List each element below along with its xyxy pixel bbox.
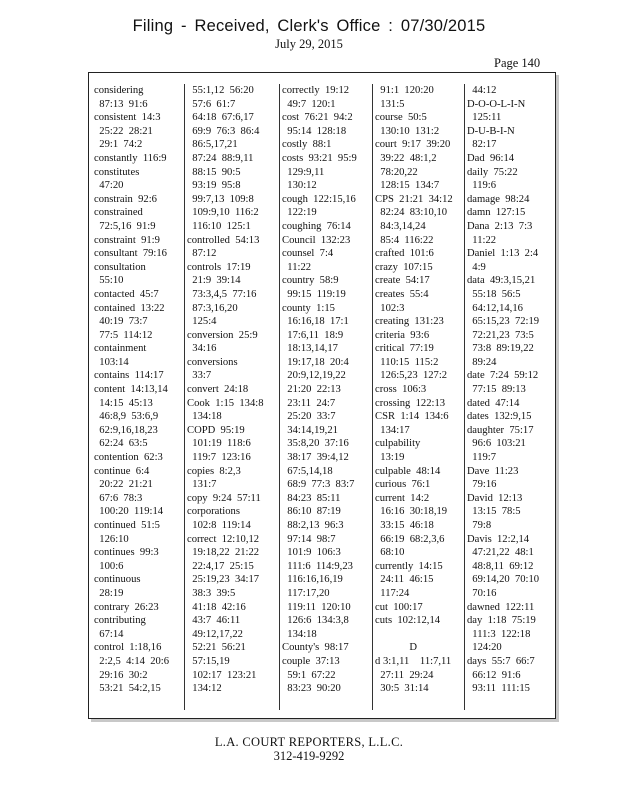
index-entry-line: 28:19 [94,587,124,599]
index-entry-line: 88:15 90:5 [187,166,241,178]
column-divider [279,84,280,710]
index-entry-line: damage 98:24 [467,193,530,205]
index-entry-line: 95:14 128:18 [282,125,347,137]
index-entry-line: day 1:18 75:19 [467,615,536,627]
index-entry-line: 21:9 39:14 [187,275,241,287]
index-entry-line: 126:5,23 127:2 [375,370,448,382]
index-entry-line: 27:11 29:24 [375,669,434,681]
index-entry-line: 72:5,16 91:9 [94,220,156,232]
index-entry-line: contributing [94,615,146,627]
index-entry-line: dawned 122:11 [467,601,535,613]
index-entry-line: 86:5,17,21 [187,139,238,151]
index-entry-line: 67:14 [94,628,124,640]
index-entry-line: cut 100:17 [375,601,423,613]
index-entry-line: consultant 79:16 [94,248,167,260]
index-entry-line: 87:13 91:6 [94,98,148,110]
index-entry-line: 49:7 120:1 [282,98,336,110]
index-entry-line: 111:3 122:18 [467,628,531,640]
index-entry-line: 38:3 39:5 [187,587,236,599]
index-entry-line: 77:5 114:12 [94,329,153,341]
index-entry-line: cost 76:21 94:2 [282,112,353,124]
index-entry-line: 43:7 46:11 [187,615,241,627]
index-entry-line: 34:16 [187,343,217,355]
page-number: Page 140 [494,56,541,70]
index-entry-line: 130:12 [282,180,317,192]
index-entry-line: 102:3 [375,302,405,314]
index-entry-line: 124:20 [467,642,502,654]
index-entry-line: 88:2,13 96:3 [282,520,344,531]
index-entry-line: 78:20,22 [375,166,418,178]
index-entry-line: 25:19,23 34:17 [187,574,260,586]
index-entry-line: 11:22 [282,261,312,273]
index-entry-line: cough 122:15,16 [282,193,356,205]
index-entry-line: daily 75:22 [467,166,518,178]
index-entry-line: 85:4 116:22 [375,234,434,246]
index-entry-line: 59:1 67:22 [282,669,336,681]
index-entry-line: 99:15 119:19 [282,288,346,300]
index-entry-line: 125:11 [467,112,502,124]
index-column-4 [375,84,465,710]
index-entry-line: current 14:2 [375,492,430,504]
index-entry-line: crazy 107:15 [375,261,433,273]
index-entry-line: 46:8,9 53:6,9 [94,411,159,423]
index-entry-line: 126:6 134:3,8 [282,615,349,627]
index-entry-line: 119:11 120:10 [282,601,351,613]
index-entry-line: 2:2,5 4:14 20:6 [94,655,170,667]
index-entry-line: corporations [187,506,240,518]
index-entry-line: dates 132:9,15 [467,411,532,423]
index-entry-line: contained 13:22 [94,302,165,314]
index-entry-line: 103:14 [94,356,129,368]
index-entry-line: damn 127:15 [467,207,526,219]
index-entry-line: county 1:15 [282,302,335,314]
index-entry-line: convert 24:18 [187,384,249,396]
column-divider [372,84,373,710]
index-entry-line: containment [94,343,147,355]
index-entry-line: considering [94,85,144,96]
index-entry-line: 87:3,16,20 [187,302,238,314]
index-entry-line: copies 8:2,3 [187,465,241,477]
index-entry-line: 4:9 [467,261,486,273]
index-entry-line: currently 14:15 [375,560,443,572]
index-entry-line: crafted 101:6 [375,248,434,260]
index-entry-line: Dad 96:14 [467,152,515,164]
index-entry-line: 64:12,14,16 [467,302,523,314]
index-entry-line: 89:24 [467,356,497,368]
index-entry-line: D [375,642,418,654]
index-entry-line: CSR 1:14 134:6 [375,411,449,423]
index-entry-line: 66:19 68:2,3,6 [375,533,445,545]
index-entry-line: 33:7 [187,370,212,382]
index-entry-line: 119:6 [467,180,497,192]
index-entry-line: Council 132:23 [282,234,351,246]
index-entry-line: 64:18 67:6,17 [187,112,254,124]
index-entry-line: 83:23 90:20 [282,683,341,695]
index-entry-line: 119:7 123:16 [187,452,251,464]
index-column-5 [467,84,557,710]
index-entry-line: 84:23 85:11 [282,492,341,504]
index-entry-line: 116:16,16,19 [282,574,343,586]
index-entry-line: Davis 12:2,14 [467,533,530,545]
index-entry-line: David 12:13 [467,492,523,504]
index-entry-line: coughing 76:14 [282,220,351,232]
index-entry-line: 68:10 [375,547,405,559]
index-entry-line: 93:19 95:8 [187,180,241,192]
filing-stamp-header: Filing - Received, Clerk's Office : 07/30/2015 [132,17,486,35]
index-entry-line: 79:16 [467,479,497,491]
index-entry-line: counsel 7:4 [282,248,334,260]
index-entry-line: 52:21 56:21 [187,642,246,654]
index-entry-line: 53:21 54:2,15 [94,683,161,695]
index-entry-line: conversion 25:9 [187,329,258,341]
index-entry-line: contention 62:3 [94,452,163,464]
index-entry-line: correct 12:10,12 [187,533,260,545]
index-entry-line: contains 114:17 [94,370,164,382]
index-entry-line: 99:7,13 109:8 [187,193,254,205]
index-entry-line: 20:9,12,19,22 [282,370,346,382]
index-entry-line: Cook 1:15 134:8 [187,397,264,409]
index-entry-line: 29:16 30:2 [94,669,148,681]
index-entry-line: cuts 102:12,14 [375,615,441,627]
index-entry-line: daughter 75:17 [467,424,534,436]
index-entry-line: conversions [187,356,238,368]
index-entry-line: 29:1 74:2 [94,139,143,151]
index-entry-line: creates 55:4 [375,288,429,300]
index-entry-line: date 7:24 59:12 [467,370,539,382]
index-entry-line: 21:20 22:13 [282,384,341,396]
index-entry-line: 13:19 [375,452,405,464]
index-entry-line: 55:18 56:5 [467,288,521,300]
index-entry-line: controlled 54:13 [187,234,260,246]
index-entry-line: 25:22 28:21 [94,125,153,137]
index-entry-line: days 55:7 66:7 [467,655,535,667]
index-entry-line: D-U-B-I-N [467,125,515,137]
index-entry-line: 110:15 115:2 [375,356,439,368]
index-entry-line: 134:12 [187,683,222,695]
index-entry-line: crossing 122:13 [375,397,446,409]
index-entry-line: 117:17,20 [282,587,330,599]
index-entry-line: 16:16,18 17:1 [282,316,349,328]
index-entry-line: dated 47:14 [467,397,520,409]
index-entry-line: 33:15 46:18 [375,520,434,531]
index-entry-line: 62:9,16,18,23 [94,424,158,436]
index-entry-line: 100:6 [94,560,124,572]
index-entry-line: 48:8,11 69:12 [467,560,534,572]
index-entry-line: controls 17:19 [187,261,251,273]
index-column-2 [187,84,277,710]
index-entry-line: 129:9,11 [282,166,325,178]
court-reporter-name: L.A. COURT REPORTERS, L.L.C. [214,735,404,749]
index-entry-line: consistent 14:3 [94,112,161,124]
index-entry-line: 70:16 [467,587,497,599]
index-entry-line: 23:11 24:7 [282,397,336,409]
index-entry-line: culpable 48:14 [375,465,441,477]
index-entry-line: 131:5 [375,98,405,110]
index-entry-line: control 1:18,16 [94,642,162,654]
index-entry-line: country 58:9 [282,275,339,287]
index-entry-line: couple 37:13 [282,655,340,667]
transcript-date: July 29, 2015 [275,37,343,51]
index-entry-line: 19:17,18 20:4 [282,356,349,368]
index-entry-line: 69:9 76:3 86:4 [187,125,260,137]
index-entry-line: 116:10 125:1 [187,220,251,232]
index-entry-line: 24:11 46:15 [375,574,434,586]
index-entry-line: 101:9 106:3 [282,547,341,559]
index-entry-line: 14:15 45:13 [94,397,153,409]
index-entry-line: creating 131:23 [375,316,444,328]
index-entry-line: Daniel 1:13 2:4 [467,248,539,260]
index-entry-line: 35:8,20 37:16 [282,438,349,450]
index-entry-line: 82:17 [467,139,497,151]
index-entry-line: 68:9 77:3 83:7 [282,479,355,491]
index-entry-line: 125:4 [187,316,217,328]
index-entry-line: 40:19 73:7 [94,316,148,328]
index-entry-line: 67:5,14,18 [282,465,333,477]
index-entry-line: 19:18,22 21:22 [187,547,260,559]
index-entry-line: copy 9:24 57:11 [187,492,261,504]
index-entry-line: 87:24 88:9,11 [187,152,254,164]
index-entry-line: 62:24 63:5 [94,438,148,450]
index-entry-line: 100:20 119:14 [94,506,164,518]
index-entry-line: 73:3,4,5 77:16 [187,288,257,300]
index-entry-line: 22:4,17 25:15 [187,560,254,572]
index-entry-line: court 9:17 39:20 [375,139,451,151]
index-entry-line: CPS 21:21 34:12 [375,193,453,205]
index-entry-line: 55:10 [94,275,124,287]
index-entry-line: 18:13,14,17 [282,343,338,355]
index-entry-line: 84:3,14,24 [375,220,426,232]
index-entry-line: 134:18 [187,411,222,423]
index-entry-line: 117:24 [375,587,410,599]
index-entry-line: 119:7 [467,452,497,464]
index-entry-line: 57:15,19 [187,655,230,667]
index-entry-line: 87:12 [187,248,217,260]
index-entry-line: constitutes [94,166,140,178]
index-column-1 [94,84,184,710]
index-entry-line: 109:9,10 116:2 [187,207,259,219]
index-entry-line: 82:24 83:10,10 [375,207,448,219]
index-entry-line: D-O-O-L-I-N [467,98,526,110]
index-entry-line: 69:14,20 70:10 [467,574,540,586]
index-entry-line: 91:1 120:20 [375,85,434,96]
index-entry-line: 102:17 123:21 [187,669,257,681]
index-entry-line: 20:22 21:21 [94,479,153,491]
index-entry-line: 128:15 134:7 [375,180,440,192]
index-entry-line: costly 88:1 [282,139,332,151]
index-entry-line: 66:12 91:6 [467,669,521,681]
index-entry-line: 111:6 114:9,23 [282,560,353,572]
index-entry-line: Dana 2:13 7:3 [467,220,533,232]
index-entry-line [375,628,465,642]
index-entry-line: 79:8 [467,520,492,531]
index-entry-line: contrary 26:23 [94,601,159,613]
index-entry-line: correctly 19:12 [282,85,350,96]
index-entry-line: constraint 91:9 [94,234,160,246]
index-entry-line: 39:22 48:1,2 [375,152,437,164]
index-entry-line: COPD 95:19 [187,424,245,436]
index-entry-line: 57:6 61:7 [187,98,236,110]
index-entry-line: criteria 93:6 [375,329,430,341]
index-entry-line: contacted 45:7 [94,288,159,300]
index-entry-line: 38:17 39:4,12 [282,452,349,464]
index-entry-line: 49:12,17,22 [187,628,243,640]
index-entry-line: continuous [94,574,141,586]
index-entry-line: 72:21,23 73:5 [467,329,534,341]
index-entry-line: 16:16 30:18,19 [375,506,448,518]
index-entry-line: 122:19 [282,207,317,219]
index-entry-line: 47:20 [94,180,124,192]
index-entry-line: d 3:1,11 11:7,11 [375,655,452,667]
column-divider [184,84,185,710]
index-entry-line: 25:20 33:7 [282,411,336,423]
index-entry-line: 30:5 31:14 [375,683,429,695]
index-entry-line: continues 99:3 [94,547,159,559]
index-entry-line: 97:14 98:7 [282,533,336,545]
index-entry-line: culpability [375,438,421,450]
index-entry-line: continue 6:4 [94,465,150,477]
index-entry-line: County's 98:17 [282,642,349,654]
index-entry-line: 47:21,22 48:1 [467,547,534,559]
index-entry-line: 93:11 111:15 [467,683,530,695]
index-entry-line: cross 106:3 [375,384,427,396]
index-entry-line: 102:8 119:14 [187,520,251,531]
index-entry-line: content 14:13,14 [94,384,168,396]
court-reporter-phone: 312-419-9292 [273,749,345,763]
index-entry-line: constrain 92:6 [94,193,157,205]
index-entry-line: costs 93:21 95:9 [282,152,357,164]
index-entry-line: 134:18 [282,628,317,640]
index-entry-line: data 49:3,15,21 [467,275,536,287]
index-entry-line: continued 51:5 [94,520,160,531]
index-entry-line: critical 77:19 [375,343,434,355]
index-entry-line: course 50:5 [375,112,427,124]
index-entry-line: constrained [94,207,143,219]
index-entry-line: 67:6 78:3 [94,492,143,504]
index-entry-line: 55:1,12 56:20 [187,85,254,96]
index-entry-line: 126:10 [94,533,129,545]
index-entry-line: 65:15,23 72:19 [467,316,540,328]
index-entry-line: 73:8 89:19,22 [467,343,534,355]
index-entry-line: 131:7 [187,479,217,491]
index-entry-line: Dave 11:23 [467,465,519,477]
index-entry-line: 96:6 103:21 [467,438,526,450]
index-column-3 [282,84,372,710]
index-entry-line: 134:17 [375,424,410,436]
index-entry-line: 41:18 42:16 [187,601,246,613]
index-entry-line: constantly 116:9 [94,152,167,164]
index-entry-line: 86:10 87:19 [282,506,341,518]
index-entry-line: create 54:17 [375,275,430,287]
index-entry-line: 17:6,11 18:9 [282,329,344,341]
index-entry-line: 11:22 [467,234,497,246]
index-entry-line: curious 76:1 [375,479,431,491]
index-entry-line: 101:19 118:6 [187,438,251,450]
index-entry-line: 44:12 [467,85,497,96]
index-entry-line: 13:15 78:5 [467,506,521,518]
index-entry-line: 77:15 89:13 [467,384,526,396]
index-entry-line: 34:14,19,21 [282,424,338,436]
index-entry-line: consultation [94,261,146,273]
index-entry-line: 130:10 131:2 [375,125,440,137]
